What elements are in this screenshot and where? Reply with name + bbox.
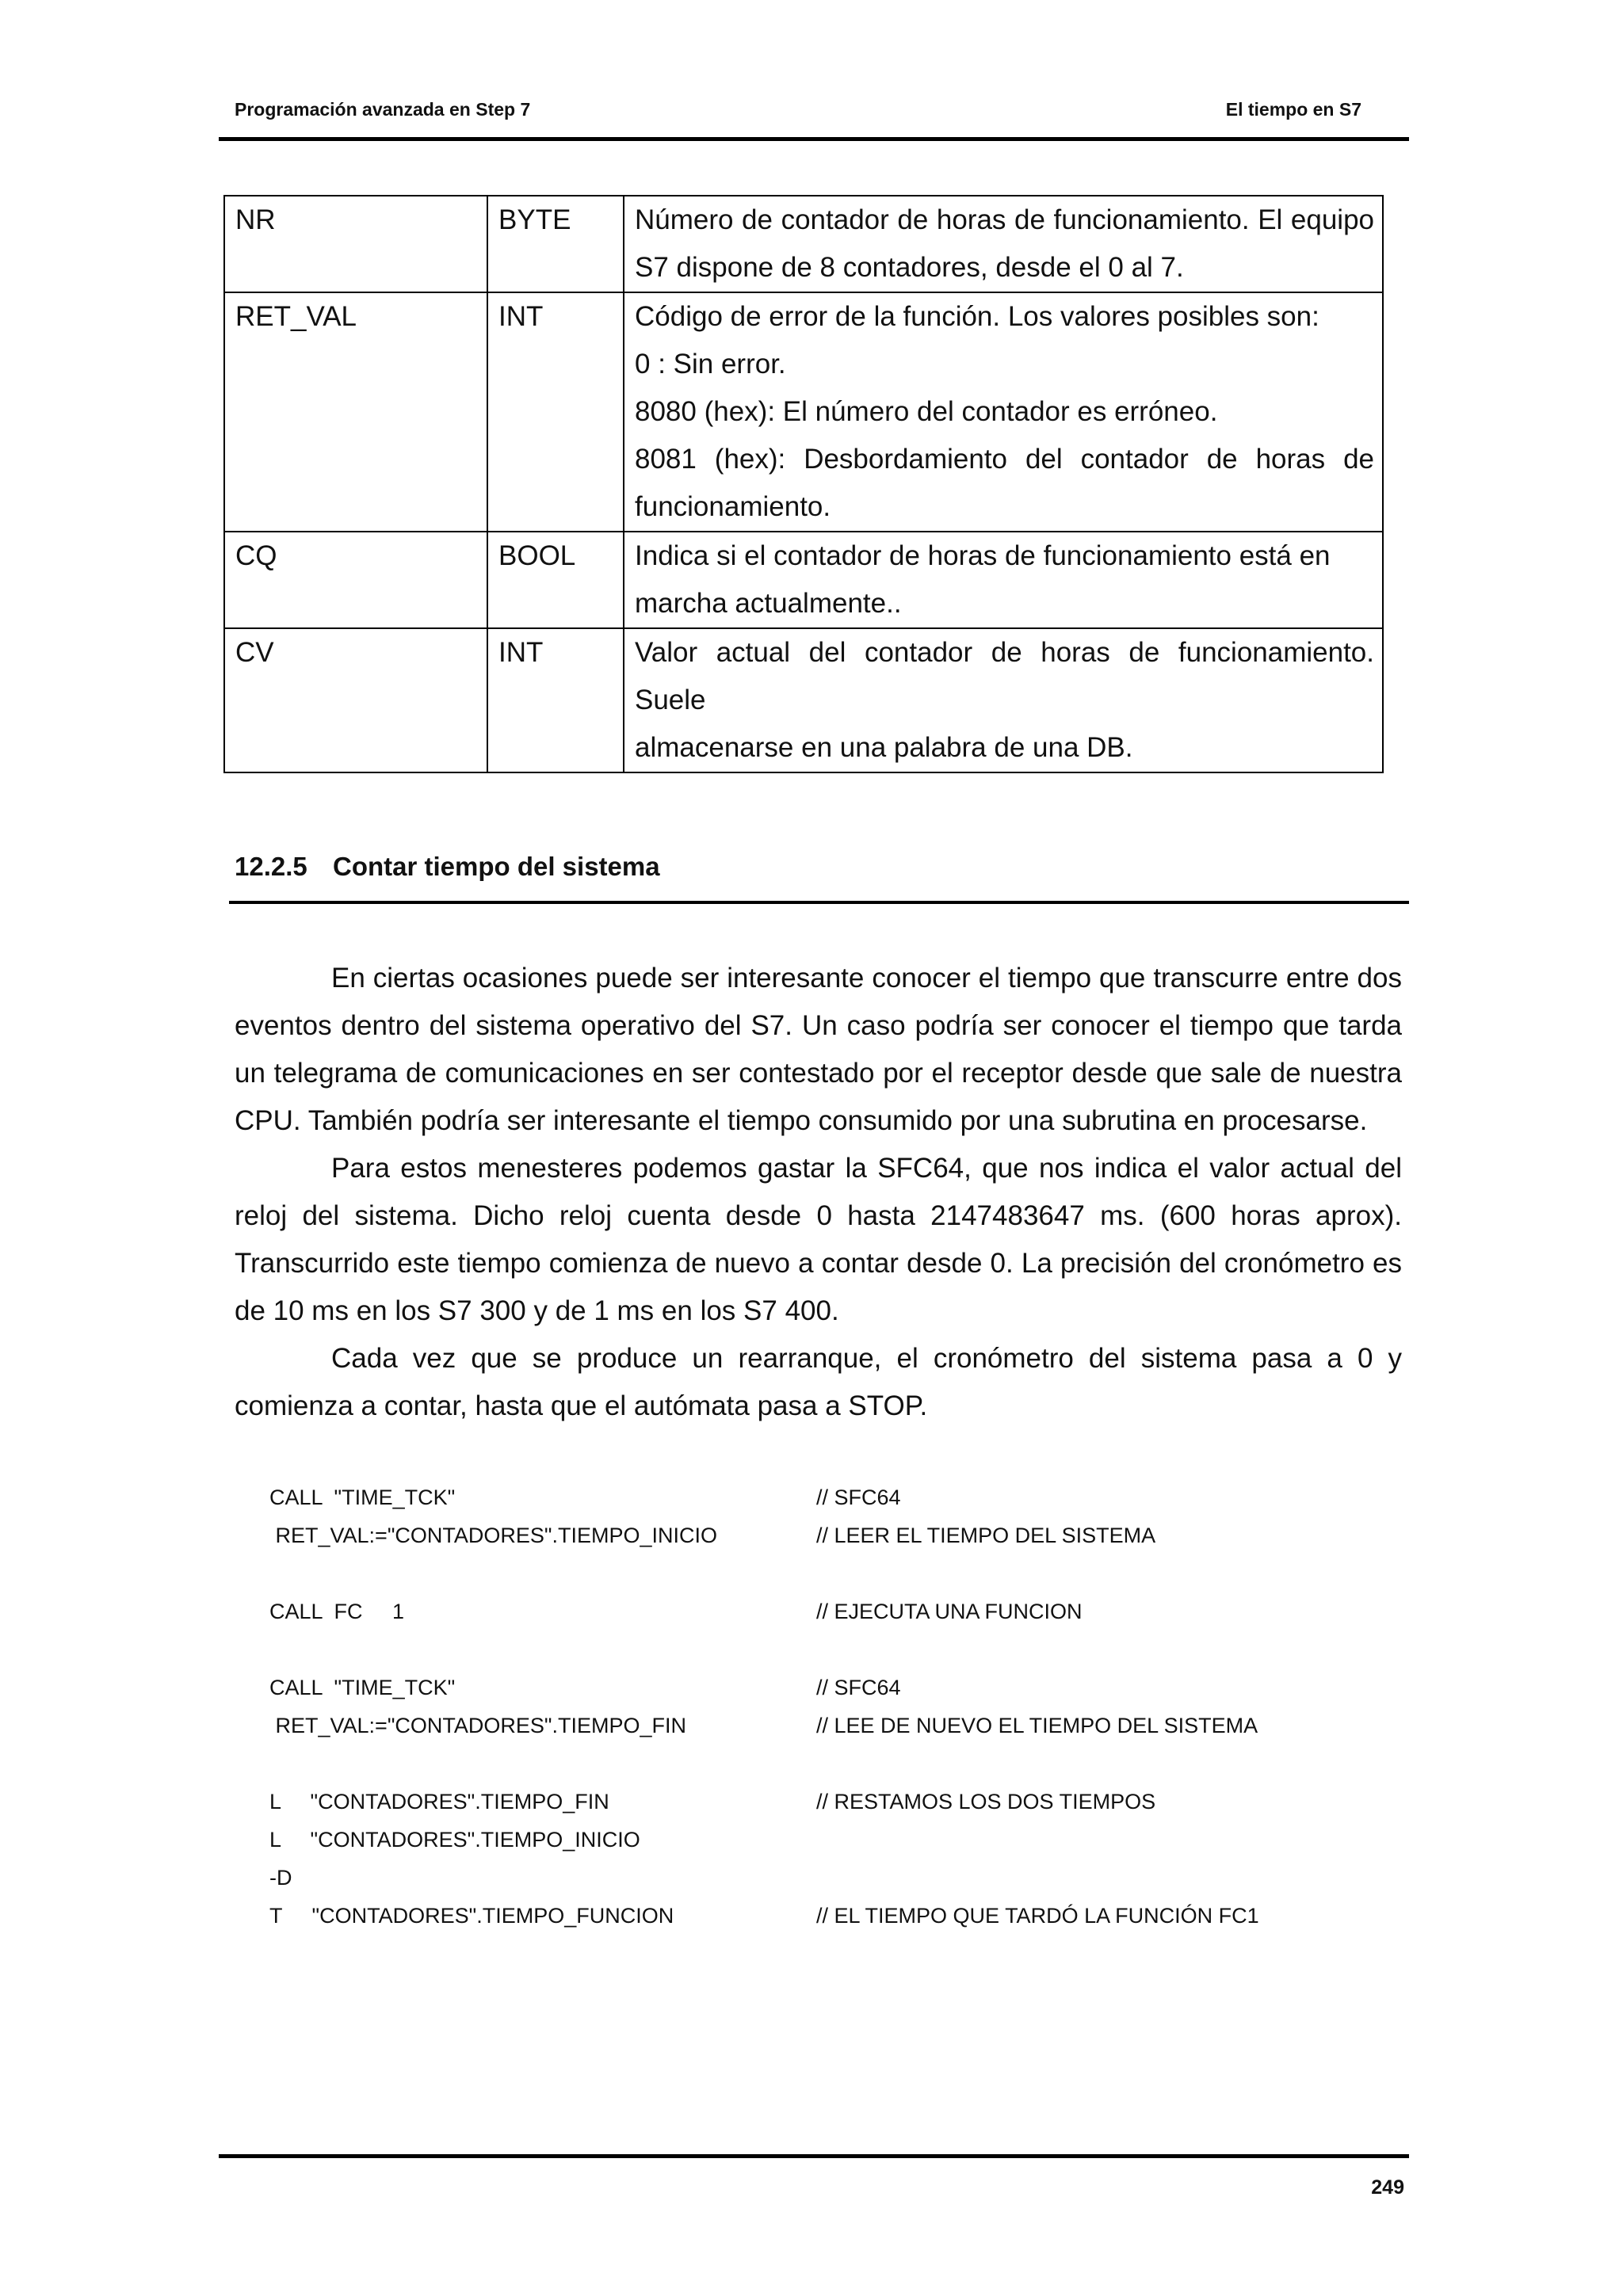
- code-instruction: CALL "TIME_TCK": [269, 1486, 456, 1509]
- description-line: Número de contador de horas de funcionamiento. El equipo: [635, 204, 1374, 235]
- code-comment: // RESTAMOS LOS DOS TIEMPOS: [816, 1790, 1156, 1814]
- param-name-cell: NR: [224, 196, 487, 292]
- section-title: Contar tiempo del sistema: [333, 852, 660, 881]
- description-line: Indica si el contador de horas de funcionamiento está en: [635, 540, 1331, 571]
- param-description-cell: [624, 292, 1383, 532]
- param-description-cell: [624, 628, 1383, 772]
- table-row: [224, 196, 1383, 292]
- description-line: 8080 (hex): El número del contador es erróneo.: [635, 396, 1218, 427]
- code-comment: // SFC64: [816, 1486, 901, 1509]
- code-instruction: CALL "TIME_TCK": [269, 1676, 456, 1699]
- paragraph: Cada vez que se produce un rearranque, el cronómetro del sistema pasa a 0 y comienza a contar, hasta que el autómata pasa a STOP.: [235, 1343, 1402, 1421]
- param-type-cell: INT: [487, 292, 624, 532]
- code-comment: // LEER EL TIEMPO DEL SISTEMA: [816, 1524, 1156, 1547]
- param-type-cell: INT: [487, 628, 624, 772]
- description-line: S7 dispone de 8 contadores, desde el 0 al 7.: [635, 252, 1184, 283]
- section-heading: [235, 852, 660, 882]
- table-row: [224, 628, 1383, 772]
- param-type-cell: BYTE: [487, 196, 624, 292]
- section-rule: [229, 901, 1409, 904]
- code-instruction: L "CONTADORES".TIEMPO_FIN: [269, 1790, 609, 1814]
- paragraph: Para estos menesteres podemos gastar la SFC64, que nos indica el valor actual del reloj del sistema. Dicho reloj cuenta desde 0 hasta 2147483647 ms. (600 horas aprox). Transcurrido este tiempo comienza de nuevo a contar desde 0. La precisión del cronómetro es de 10 ms en los S7 300 y de 1 ms en los S7 400.: [235, 1153, 1402, 1326]
- code-instruction: RET_VAL:="CONTADORES".TIEMPO_FIN: [269, 1714, 687, 1737]
- code-instruction: CALL FC 1: [269, 1600, 405, 1623]
- param-description-cell: [624, 532, 1383, 628]
- description-line: 0 : Sin error.: [635, 349, 786, 379]
- body-text: [235, 955, 1402, 1430]
- description-line: Código de error de la función. Los valores posibles son:: [635, 301, 1319, 332]
- parameter-table: [223, 195, 1384, 773]
- code-comment: // EJECUTA UNA FUNCION: [816, 1600, 1083, 1623]
- description-line: funcionamiento.: [635, 491, 831, 522]
- code-comment: // EL TIEMPO QUE TARDÓ LA FUNCIÓN FC1: [816, 1904, 1259, 1928]
- param-description-cell: [624, 196, 1383, 292]
- description-line: almacenarse en una palabra de una DB.: [635, 732, 1133, 763]
- code-comment: // SFC64: [816, 1676, 901, 1699]
- code-instruction: -D: [269, 1866, 292, 1890]
- table-row: [224, 532, 1383, 628]
- code-instruction: L "CONTADORES".TIEMPO_INICIO: [269, 1828, 640, 1852]
- footer-rule: [219, 2154, 1409, 2158]
- description-line: marcha actualmente..: [635, 588, 902, 619]
- param-name-cell: CV: [224, 628, 487, 772]
- page-number: 249: [1371, 2176, 1404, 2199]
- paragraph: En ciertas ocasiones puede ser interesante conocer el tiempo que transcurre entre dos eventos dentro del sistema operativo del S7. Un caso podría ser conocer el tiempo que tarda un telegrama de comunicaciones en ser contestado por el receptor desde que sale de nuestra CPU. También podría ser interesante el tiempo consumido por una subrutina en procesarse.: [235, 963, 1402, 1136]
- param-name-cell: CQ: [224, 532, 487, 628]
- code-instruction: RET_VAL:="CONTADORES".TIEMPO_INICIO: [269, 1524, 718, 1547]
- code-instruction: T "CONTADORES".TIEMPO_FUNCION: [269, 1904, 674, 1928]
- running-header-right: El tiempo en S7: [1225, 99, 1361, 120]
- header-rule: [219, 137, 1409, 141]
- param-name-cell: RET_VAL: [224, 292, 487, 532]
- description-line: Valor actual del contador de horas de funcionamiento. Suele: [635, 637, 1374, 715]
- table-row: [224, 292, 1383, 532]
- description-line: 8081 (hex): Desbordamiento del contador de horas de: [635, 444, 1374, 475]
- section-number: 12.2.5: [235, 852, 307, 881]
- code-comment: // LEE DE NUEVO EL TIEMPO DEL SISTEMA: [816, 1714, 1258, 1737]
- param-type-cell: BOOL: [487, 532, 624, 628]
- running-header-left: Programación avanzada en Step 7: [235, 99, 531, 120]
